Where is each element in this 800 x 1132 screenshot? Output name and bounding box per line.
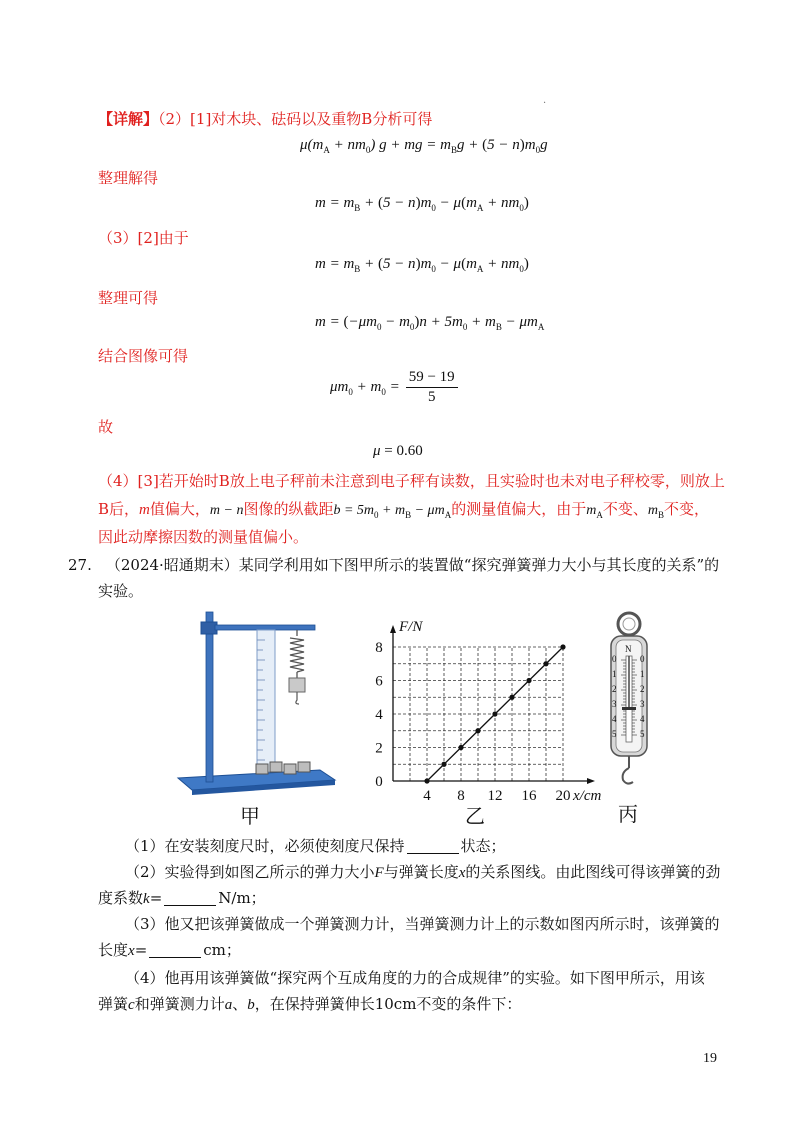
part4-line3: 因此动摩擦因数的测量值偏小。 xyxy=(98,528,309,546)
part4-line2: B后，m值偏大，m − n图像的纵截距$b = 5m_0 + m_B - \mu m_A$的测量值偏大，由于$m_A$不变、$m_B$不变， xyxy=(98,500,710,520)
gauge-left-label: 4 xyxy=(612,714,617,724)
x-axis-label: x/cm xyxy=(573,788,602,804)
figure-apparatus xyxy=(170,600,340,800)
data-point xyxy=(424,778,429,783)
page-number: 19 xyxy=(703,1051,717,1066)
gauge-left-label: 1 xyxy=(612,669,617,679)
fraction-denominator: 5 xyxy=(427,389,436,405)
gauge-labels xyxy=(603,610,655,810)
y-tick-label: 6 xyxy=(375,673,383,690)
data-point xyxy=(560,644,565,649)
explain-tag: 【详解】 xyxy=(98,110,159,128)
gauge-left-label: 5 xyxy=(612,729,617,739)
answer-blank-2[interactable] xyxy=(164,891,216,906)
page-mark: · xyxy=(543,98,547,109)
x-tick-label: 16 xyxy=(521,788,537,804)
y-axis-label: F/N xyxy=(399,619,423,635)
organize-solve: 整理解得 xyxy=(98,169,159,187)
y-tick-label: 4 xyxy=(375,707,383,723)
data-point xyxy=(526,678,531,683)
ruler xyxy=(257,630,275,772)
data-point xyxy=(509,695,514,700)
question-27-stem-line2: 实验。 xyxy=(98,582,144,600)
answer-blank-1[interactable] xyxy=(407,839,459,854)
combine-graph: 结合图像可得 xyxy=(98,347,189,365)
question-number: 27. xyxy=(68,556,92,574)
data-point xyxy=(543,661,548,666)
gauge-right-label: 5 xyxy=(640,729,645,739)
y-tick-label: 8 xyxy=(375,640,383,656)
x-tick-label: 20 xyxy=(555,788,571,804)
subquestion-2-line2: 度系数k= N/m； xyxy=(98,889,266,907)
data-point xyxy=(441,762,446,767)
spring xyxy=(290,630,304,678)
y-axis-arrow xyxy=(390,625,396,633)
x-tick-label: 4 xyxy=(423,788,431,804)
y-tick-label: 0 xyxy=(375,774,383,790)
hanging-weight xyxy=(289,678,305,692)
part2-intro: （2）[1]对木块、砝码以及重物B分析可得 xyxy=(158,110,433,128)
caption-a: 甲 xyxy=(240,804,260,828)
figure-force-length-chart xyxy=(355,615,605,815)
part4-line1: （4）[3]若开始时B放上电子秤前未注意到电子秤有读数，且实验时也未对电子秤校零，则放上 xyxy=(98,472,725,490)
gauge-left-label: 2 xyxy=(612,684,617,694)
gauge-left-label: 3 xyxy=(612,699,617,709)
equation-5: $\mu m_0 + m_0$ = $\frac{59 - 19}{5}$ xyxy=(330,368,458,407)
data-point xyxy=(475,728,480,733)
subquestion-3-line1: （3）他又把该弹簧做成一个弹簧测力计，当弹簧测力计上的示数如图丙所示时，该弹簧的 xyxy=(125,915,720,933)
explain-header xyxy=(98,109,432,129)
therefore-label: 故 xyxy=(98,418,114,436)
gauge-right-label: 0 xyxy=(640,654,645,664)
data-point xyxy=(492,711,497,716)
y-tick-label: 2 xyxy=(375,740,383,757)
gauge-right-label: 3 xyxy=(640,699,645,709)
equation-4: $m = (-\mu m_0 - m_0)n + 5m_0 + m_B - \mu m_A$ xyxy=(315,314,545,332)
subquestion-1: （1）在安装刻度尺时，必须使刻度尺保持 状态； xyxy=(125,837,506,855)
x-tick-label: 8 xyxy=(457,788,465,804)
equation-1: $\mu(m_A + nm_0) g$ + mg = $m_Bg + (5 - n)m_0g$ xyxy=(300,137,548,155)
gauge-top-label: N xyxy=(625,644,632,654)
gauge-right-label: 4 xyxy=(640,714,645,724)
stand-rod xyxy=(206,612,213,782)
horizontal-arm xyxy=(215,625,315,630)
subquestion-4-line2: 弹簧c和弹簧测力计a、b，在保持弹簧伸长10cm不变的条件下： xyxy=(98,995,522,1013)
subquestion-4-line1: （4）他再用该弹簧做“探究两个互成角度的力的合成规律”的实验。如下图甲所示，用该 xyxy=(125,969,705,987)
equation-3: $m = m_B + (5 - n)m_0 - \mu(m_A + nm_0)$ xyxy=(315,256,529,274)
data-point xyxy=(458,745,463,750)
question-27-stem-line1: 27. （2024·昭通期末）某同学利用如下图甲所示的装置做“探究弹簧弹力大小与其长度的关系”的 xyxy=(68,556,720,574)
x-tick-label: 12 xyxy=(487,788,503,804)
equation-6: μ = 0.60 xyxy=(373,443,423,459)
equation-2: $m = m_B + (5 - n)m_0 - \mu(m_A + nm_0)$ xyxy=(315,195,529,213)
gauge-right-label: 1 xyxy=(640,669,645,679)
part3-intro: （3）[2]由于 xyxy=(98,229,189,247)
caption-b: 乙 xyxy=(465,804,485,828)
gauge-left-label: 0 xyxy=(612,654,617,664)
organize-get: 整理可得 xyxy=(98,289,159,307)
subquestion-3-line2: 长度x= cm； xyxy=(98,941,241,959)
gauge-right-label: 2 xyxy=(640,684,645,694)
fraction-numerator: 59 − 19 xyxy=(406,368,458,388)
answer-blank-3[interactable] xyxy=(149,943,201,958)
x-axis-arrow xyxy=(587,778,595,784)
subquestion-2-line1: （2）实验得到如图乙所示的弹力大小F与弹簧长度x的关系图线。由此图线可得该弹簧的劲 xyxy=(125,863,721,881)
caption-c: 丙 xyxy=(618,802,638,826)
